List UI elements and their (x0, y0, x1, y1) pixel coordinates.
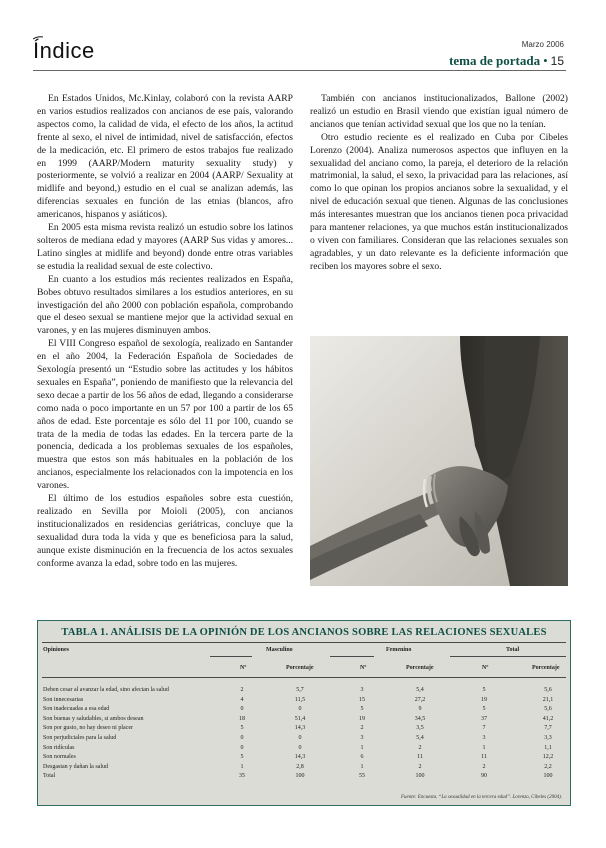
col-header-m-pct: Porcentaje (286, 665, 314, 671)
paragraph: Otro estudio reciente es el realizado en Cuba por Cibeles Lorenzo (2004). Analiza numerosos aspectos que influyen en la sexualidad del anciano como, la pareja, el deterioro de la relación matrimonial, la salud, el sexo, la privacidad para las relaciones, así como lo que opinan los propios ancianos sobre la sexualidad, y el nivel de educación sexual que tienen. Algunas de las conclusiones más interesantes muestran que los ancianos tienen poca privacidad para mantener relaciones, ya que muchos están institucionalizados o viven con familiares. Consideran que las relaciones sexuales son agradables, y un dato relevante es la deficiente información que reciben los mayores sobre el sexo. (310, 131, 568, 272)
table-cell: 12,2 (542, 754, 554, 761)
paragraph: El VIII Congreso español de sexología, realizado en Santander en el año 2004, la Federación Española de Sociedades de Sexología presentó un “Estudio sobre las actitudes y los hábitos sexuales en España”, poniendo de manifiesto que la relevancia del sexo decae a partir de los 56 años de edad, llegando a considerarse como nada o poco importante en un 57 por 100 a partir de los 65 años de edad. Este porcentaje es sólo del 11 por 100, cuando se trata de la media de todas las edades. En la tercera parte de la ponencia, dedicada a los problemas sexuales de los españoles, muestra que estos son más habituales en la población de los ancianos, especialmente los relacionados con la impotencia en los varones. (37, 338, 293, 492)
table-cell: 19 (481, 696, 487, 703)
paragraph: En cuanto a los estudios más recientes realizados en España, Bobes obtuvo resultados similares a los estudios anteriores, en su investigación del año 2000 con población española, comprobando que el deseo sexual se mantiene mejor que la actividad sexual en varones, y en las mujeres disminuyen ambos. (37, 273, 293, 337)
table-cell: 90 (481, 773, 487, 780)
table-cell: 5 (360, 706, 364, 713)
table-cell: 11 (481, 754, 487, 761)
table-cell: 0 (298, 706, 302, 713)
col-header-total: Total (506, 647, 520, 653)
table-cell: 4 (240, 696, 244, 703)
table-row-label: Son perjudiciales para la salud (43, 735, 117, 741)
paragraph: En Estados Unidos, Mc.Kinlay, colaboró con la revista AARP en varios estudios realizados con ancianos de ese país, valorando aspectos como, la calidad de vida, el efecto de los años, la actitud frente al sexo, el nivel de intimidad, nivel de satisfacción, efectos de la medicación, etc. El primero de estos trabajos fue realizado en 1999 (AARP/Modern maturity sexuality study) y posteriormente, se volvió a realizar en 2004 (AARP/ Sexuality at midlife and beyond,) estudio en el cual se analizan además, las diferencias sexuales en función de las etnias (blancos, afro americanos, hispanos y asiáticos). (37, 93, 293, 221)
table-row-label: Son inadecuadas a esa edad (43, 706, 110, 713)
table-divider (42, 677, 566, 678)
table-cell: 2 (482, 763, 486, 770)
bullet-separator: • (543, 53, 548, 68)
table-cell: 11 (417, 754, 423, 761)
table-cell: 7 (482, 725, 486, 732)
table-cell: 21,1 (542, 696, 554, 703)
table-cell: 41,2 (542, 715, 554, 722)
section-title: tema de portada (449, 53, 541, 68)
table-cell: 5 (482, 706, 486, 713)
table-cell: 2,2 (544, 763, 552, 770)
article-column-left (37, 93, 293, 571)
table-cell: 1 (360, 763, 364, 770)
table-cell: 5,4 (416, 735, 424, 741)
table-row-label: Total (43, 773, 56, 780)
table-cell: 11,5 (294, 696, 306, 703)
table-row-label: Son ridículas (43, 744, 75, 751)
col-header-masculino: Masculino (266, 647, 293, 653)
table-cell: 9 (418, 706, 422, 713)
table-row-label: Son buenas y saludables, si ambos desean (43, 715, 144, 722)
table-cell: 3,5 (416, 725, 424, 732)
paragraph: También con ancianos institucionalizados, Ballone (2002) realizó un estudio en Brasil viendo que existían igual número de ancianos que tenían actividad sexual que los que no la tenían. (310, 93, 568, 130)
table-cell: 3 (482, 735, 486, 741)
table-cell: 37 (481, 715, 487, 722)
table-cell: 1,1 (544, 744, 552, 751)
table-cell: 2 (240, 687, 244, 693)
col-header-femenino: Femenino (386, 647, 412, 653)
table-cell: 100 (543, 773, 553, 780)
table-cell: 5,6 (544, 706, 552, 713)
header-divider (33, 70, 566, 71)
table-cell: 0 (298, 735, 302, 741)
table-cell: 5 (240, 725, 244, 732)
table-cell: 14,3 (294, 754, 306, 761)
table-cell: 5,4 (416, 687, 424, 693)
table-divider (42, 642, 566, 643)
table-cell: 5 (482, 687, 486, 693)
table-cell: 5,6 (544, 687, 552, 693)
table-cell: 6 (360, 754, 364, 761)
paragraph: El último de los estudios españoles sobre esta cuestión, realizado en Sevilla por Moioli (2005), con ancianos institucionalizados en residencias geriátricas, concluye que la sexualidad dura toda la vida y que es beneficiosa para la salud, aunque existe disminución en la frecuencia de los actos sexuales conforme avanza la edad, sobre todo en las mujeres. (37, 493, 293, 569)
group-underline (450, 656, 566, 657)
table-cell: 55 (359, 773, 365, 780)
table-cell: 3,3 (544, 735, 552, 741)
col-header-t-pct: Porcentaje (532, 665, 560, 671)
table-cell: 3 (360, 735, 364, 741)
table-row-label: Son innecesarias (43, 696, 84, 703)
table-cell: 35 (239, 773, 245, 780)
col-header-f-pct: Porcentaje (406, 665, 434, 671)
table-cell: 0 (240, 735, 244, 741)
table-cell: 0 (240, 744, 244, 751)
table-cell: 51,4 (294, 715, 306, 722)
table-cell: 5 (240, 754, 244, 761)
table-cell: 100 (295, 773, 305, 780)
table-cell: 2,8 (296, 763, 304, 770)
table-cell: 2 (360, 725, 364, 732)
table-cell: 7,7 (544, 725, 552, 732)
table-cell: 27,2 (414, 696, 426, 703)
issue-date: Marzo 2006 (521, 40, 564, 49)
table-cell: 19 (359, 715, 365, 722)
opinions-table (37, 620, 571, 806)
table-source: Fuente: Encuesta. “La sexualidad en la tercera edad”. Lorenzo, Cibeles (2004). (401, 795, 562, 800)
col-header-t-n: Nº (482, 665, 489, 671)
table-cell: 2 (418, 763, 422, 770)
table-cell: 5,7 (296, 687, 304, 693)
table-row-label: Son por gusto, no hay deseo ni placer (43, 725, 133, 732)
group-underline (330, 656, 374, 657)
table-cell: 18 (239, 715, 245, 722)
table-cell: 1 (240, 763, 244, 770)
col-header-f-n: Nº (360, 665, 367, 671)
table-cell: 14,3 (294, 725, 306, 732)
col-header-opinions: Opiniones (43, 647, 70, 653)
group-underline (210, 656, 252, 657)
magazine-logo[interactable]: Índice (33, 38, 95, 63)
article-column-right (310, 93, 568, 274)
holding-hands-photo (310, 336, 568, 586)
table-row-label: Deben cesar al avanzar la edad, sino afectan la salud (43, 687, 169, 693)
table-cell: 100 (415, 773, 425, 780)
paragraph: En 2005 esta misma revista realizó un estudio sobre los latinos solteros de mediana edad y mayores (AARP Sus vidas y amores... Latino singles at midlife and beyond) donde entre otras variables se estudia la realidad sexual de este colectivo. (37, 222, 293, 272)
table-cell: 0 (240, 706, 244, 713)
table-cell: 2 (418, 744, 422, 751)
col-header-m-n: Nº (240, 665, 247, 671)
table-cell: 0 (298, 744, 302, 751)
table-row-label: Desgastan y dañan la salud (43, 763, 108, 770)
table-row-label: Son normales (43, 754, 76, 761)
table-title: TABLA 1. ANÁLISIS DE LA OPINIÓN DE LOS ANCIANOS SOBRE LAS RELACIONES SEXUALES (61, 627, 547, 638)
table-cell: 15 (359, 696, 365, 703)
table-cell: 3 (360, 687, 364, 693)
section-header (449, 53, 564, 69)
page-number: 15 (550, 54, 564, 68)
table-cell: 1 (360, 744, 364, 751)
table-cell: 1 (482, 744, 486, 751)
table-cell: 34,5 (414, 715, 426, 722)
